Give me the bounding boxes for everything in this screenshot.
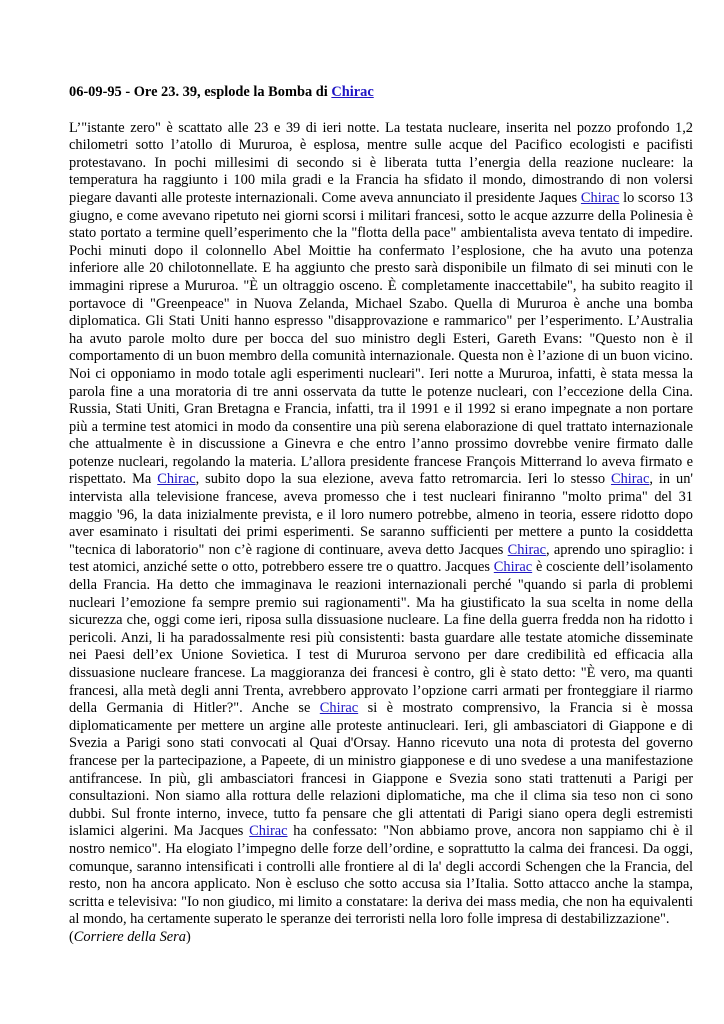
body-text: lo scorso 13 giugno, e come avevano ripetuto nei giorni scorsi i militari francesi, sotto le acque azzurre della Polinesia è stato portato a termine quell’esperimento che la "flotta della pace" ambientalista aveva tentato di impedire. Pochi minuti dopo il colonnello Abel Moittie ha confermato l’esplosione, che ha avuto una potenza inferiore alle 20 chilotonnellate. E ha aggiunto che presto sarà disponibile un filmato di sei minuti con le immagini riprese a Mururoa. "È un oltraggio osceno. È completamente inaccettabile", ha subito reagito il portavoce di "Greenpeace" in Nuova Zelanda, Michael Szabo. Quella di Mururoa è anche una bomba diplomatica. Gli Stati Uniti hanno espresso "disapprovazione e rammarico" per l’esperimento. L’Australia ha avuto parole molto dure per bocca del suo ministro degli Esteri, Gareth Evans: "Questo non è il comportamento di un buon membro della comunità internazionale. Questa non è l’azione di un buon vicino. Noi ci opponiamo in modo totale agli esperimenti nucleari". Ieri notte a Mururoa, infatti, è stata messa la parola fine a una moratoria di tre anni osservata da tutte le potenze nucleari, con l’eccezione della Cina. Russia, Stati Uniti, Gran Bretagna e Francia, infatti, tra il 1991 e il 1992 si erano impegnate a non portare più a termine test atomici in modo da consentire una più serena elaborazione di quel trattato internazionale che attualmente è in discussione a Ginevra e che entro l’anno prossimo dovrebbe venire firmato dalle potenze nucleari, regolando la materia. L’allora presidente francese François Mitterrand lo aveva firmato e rispettato. Ma [69,189,693,488]
body-text: ha confessato: "Non abbiamo prove, ancora non sappiamo chi è il nostro nemico". Ha elogiato l’impegno delle forze dell’ordine, e soprattutto la calma dei francesi. Da oggi, comunque, saranno intensificati i controlli alle frontiere al di la' degli accordi Schengen che la Francia, del resto, non ha ancora applicato. Non è escluso che sotto accusa sia l’Italia. Sotto attacco anche la stampa, scritta e televisiva: "Io non giudico, mi limito a constatare: la deriva dei mass media, che non ha equivalenti al mondo, ha certamente superato le speranze dei terroristi nella loro folle impresa di destabilizzazione". [69,823,693,928]
source-open-paren: ( [69,928,74,945]
chirac-link[interactable]: Chirac [319,700,359,717]
body-text: si è mostrato comprensivo, la Francia si è mossa diplomaticamente per mettere un argine alle proteste antinucleari. Ieri, gli ambasciatori di Giappone e di Svezia a Parigi sono stati convocati al Quai d'Orsay. Hanno ricevuto una nota di protesta del governo francese per la partecipazione, a Papeete, di un ministro giapponese e di uno svedese a una manifestazione antifrancese. In più, gli ambasciatori francesi in Giappone e Svezia sono stati trattenuti a Parigi per consultazioni. Non siamo alla rottura delle relazioni diplomatiche, ma che il clima sia teso non ci sono dubbi. Sul fronte interno, invece, tutto fa pensare che gli attentati di Parigi siano opera degli estremisti islamici algerini. Ma Jacques [69,700,694,840]
body-text: , aprendo uno spiraglio: i test atomici, anziché sette o otto, potrebbero essere tre o quattro. Jacques [69,541,693,576]
source-name: Corriere della Sera [73,928,186,945]
article-title [69,84,693,102]
body-text: , subito dopo la sua elezione, aveva fatto retromarcia. Ieri lo stesso [195,471,611,488]
article-source [69,929,693,947]
chirac-link[interactable]: Chirac [249,823,288,840]
chirac-link[interactable]: Chirac [610,471,650,488]
body-text: è cosciente dell’isolamento della Francia. Ha detto che immaginava le reazioni internazionali perché "quando si parla di problemi nucleari l’emozione fa sempre premio sui ragionamenti". Ma ha giustificato la sua scelta in nome della sicurezza che, oggi come ieri, riposa sulla dissuasione nucleare. La fine della guerra fredda non ha ridotto i pericoli. Anzi, li ha paradossalmente resi più consistenti: basta guardare alle testate atomiche disseminate nei Paesi dell’ex Unione Sovietica. I test di Mururoa servono per dare credibilità ed efficacia alla dissuasione nucleare francese. La maggioranza dei francesi è contro, gli è stato detto: "È vero, ma quanti francesi, alla metà degli anni Trenta, avrebbero approvato l’opzione carri armati per fronteggiare il riarmo della Germania di Hitler?". Anche se [69,559,693,717]
body-text: , in un' intervista alla televisione francese, aveva promesso che i test nucleari finiranno "molto prima" del 31 maggio '96, la data inizialmente prevista, e il loro numero potrebbe, almeno in teoria, essere ridotto dopo aver esaminato i risultati dei primi esperimenti. Se saranno sufficienti per mettere a punto la cosiddetta "tecnica di laboratorio" non c’è ragione di continuare, aveva detto Jacques [69,471,693,558]
body-text: L’"istante zero" è scattato alle 23 e 39 di ieri notte. La testata nucleare, inserita nel pozzo profondo 1,2 chilometri sotto l’atollo di Mururoa, è esplosa, mentre sulle acque del Pacifico ecologisti e pacifisti protestavano. In pochi millesimi di secondo si è liberata tutta l’energia della reazione nucleare: la temperatura ha raggiunto i 100 mila gradi e la Francia ha sfidato il mondo, dimostrando di non volersi piegare davanti alle proteste internazionali. Come aveva annunciato il presidente Jaques [69,119,693,206]
chirac-link[interactable]: Chirac [493,559,533,576]
title-chirac-link[interactable]: Chirac [331,84,374,100]
chirac-link[interactable]: Chirac [580,189,620,206]
article-body [69,120,693,929]
title-text: 06-09-95 - Ore 23. 39, esplode la Bomba di [69,84,332,100]
article [69,84,693,947]
chirac-link[interactable]: Chirac [507,541,547,558]
chirac-link[interactable]: Chirac [157,471,196,488]
source-close-paren: ) [185,928,191,945]
